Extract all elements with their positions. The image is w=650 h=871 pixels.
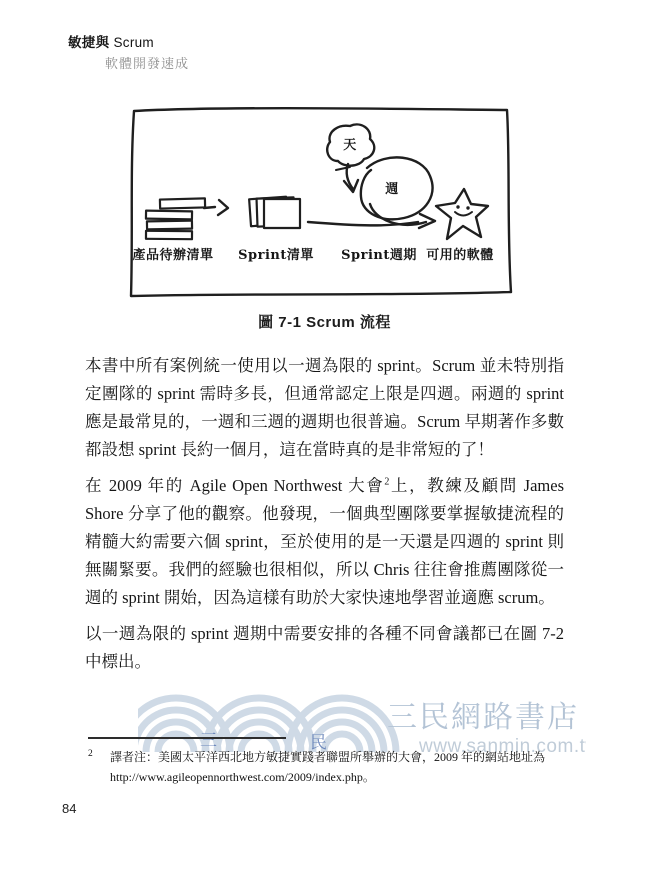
- series-title-en: Scrum: [113, 35, 154, 50]
- sprint-backlog-label: Sprint清單: [238, 248, 314, 263]
- footnote-line-2: http://www.agileopennorthwest.com/2009/index.php。: [110, 770, 375, 784]
- page-number: 84: [62, 801, 77, 816]
- figure-caption: 圖 7-1 Scrum 流程: [258, 314, 391, 331]
- footnote: [88, 747, 564, 787]
- daily-loop-icon: [327, 124, 374, 192]
- week-label: 週: [385, 182, 399, 197]
- watermark-url: www.sanmin.com.tw: [419, 736, 586, 757]
- footnote-line-1: 譯者注：美國太平洋西北地方敏捷實踐者聯盟所舉辦的大會，2009 年的網站地址為: [110, 750, 546, 764]
- sprint-backlog-icon: [249, 197, 300, 228]
- watermark-logo-char-left: 三: [200, 731, 217, 750]
- footnote-separator: [88, 737, 286, 739]
- paragraph-2-after-ref: 上，教練及顧問 James Shore 分享了他的觀察。他發現，一個典型團隊要掌握敏捷流程的精髓大約需要六個 sprint，至於使用的是一天還是四週的 sprint 則無關緊要。我們的經驗也很相似，所以 Chris 往往會推薦團隊從一週的 sprint 開始，因為這樣有助於大家快速地學習並適應 scrum。: [85, 476, 565, 607]
- flow-arrow-icon: [204, 200, 228, 215]
- footnote-reference: 2: [384, 476, 390, 488]
- paragraph-3: 以一週為限的 sprint 週期中需要安排的各種不同會議都已在圖 7-2 中標出。: [85, 624, 564, 671]
- product-backlog-label: 產品待辦清單: [132, 248, 214, 263]
- paragraph-2-before-ref: 在 2009 年的 Agile Open Northwest 大會: [85, 476, 385, 495]
- watermark-logo-char-right: 民: [310, 733, 327, 752]
- paragraph-2: [85, 472, 564, 612]
- series-subtitle: 軟體開發速成: [105, 56, 190, 71]
- body-text: [85, 352, 564, 684]
- star-icon: [436, 189, 488, 239]
- paragraph-1: 本書中所有案例統一使用以一週為限的 sprint。Scrum 並未特別指定團隊的 sprint 需時多長，但通常認定上限是四週。兩週的 sprint 應是最常見的，一週和三週的週期也很普遍。Scrum 早期著作多數都設想 sprint 長約一個月，這在當時真的是非常短的了！: [85, 356, 564, 459]
- scrum-flow-figure: [124, 101, 516, 303]
- series-title-zh: 敏捷與: [68, 35, 110, 50]
- day-label: 天: [343, 138, 357, 153]
- usable-software-label: 可用的軟體: [426, 248, 494, 263]
- sprint-flow-arrow-icon: [308, 204, 435, 228]
- watermark-store-name: 三民網路書店: [387, 701, 579, 734]
- running-header: [68, 31, 154, 51]
- footnote-marker: 2: [88, 749, 93, 759]
- watermark-arcs-icon: [138, 698, 396, 752]
- sprint-cycle-label: Sprint週期: [341, 248, 417, 263]
- footnote-text: [110, 747, 564, 787]
- product-backlog-icon: [146, 198, 205, 239]
